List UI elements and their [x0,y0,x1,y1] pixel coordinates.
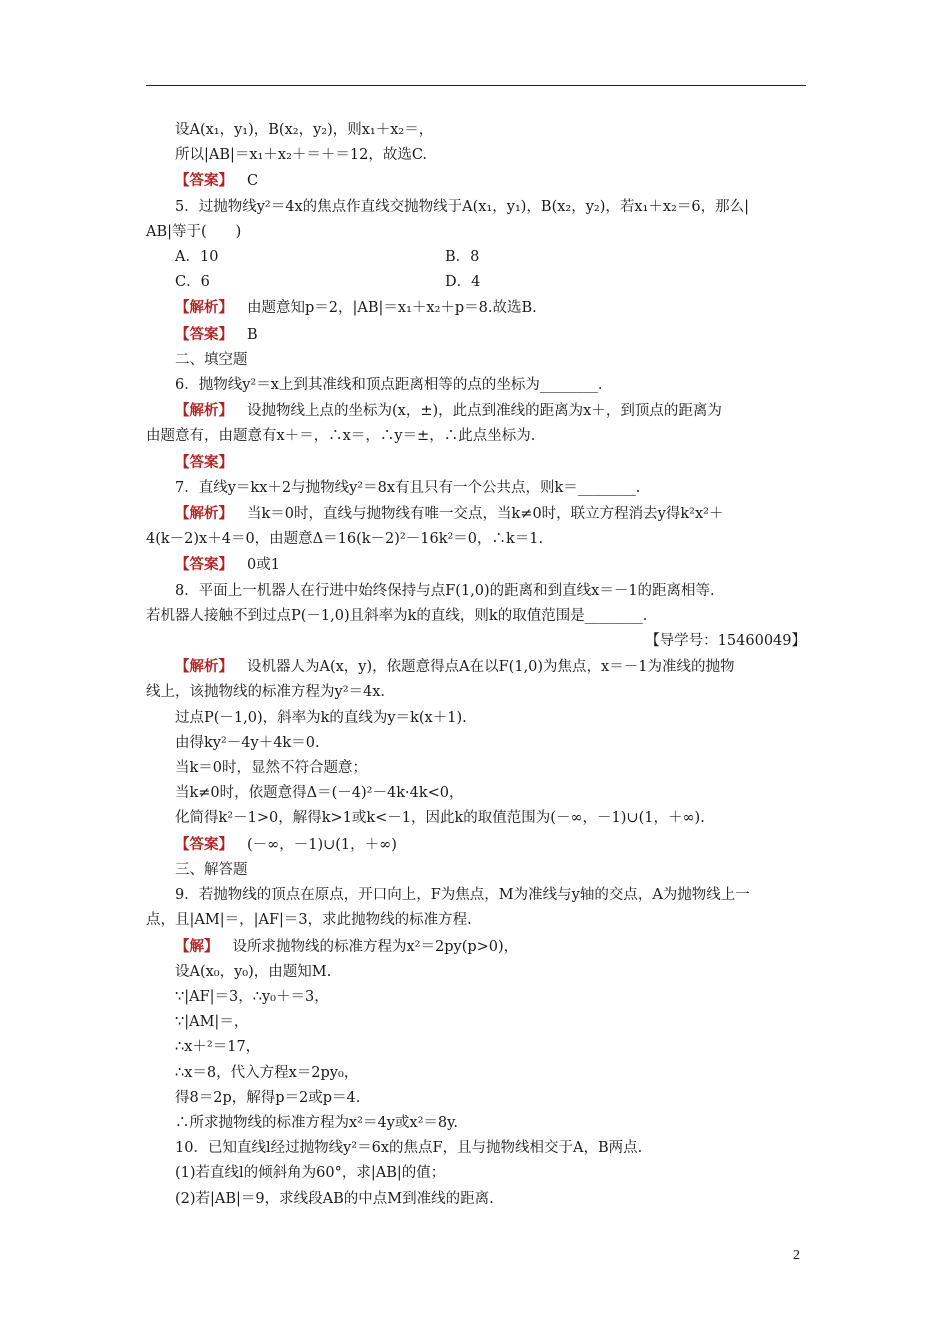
section-heading: 三、解答题 [175,861,248,878]
answer-tag: 【答案】 [175,172,233,190]
header-rule [146,85,806,86]
question-8: 8．平面上一机器人在行进中始终保持与点F(1,0)的距离和到直线x＝－1的距离相等. [175,582,715,599]
option-c: C．6 [175,274,210,291]
answer-line [146,832,806,858]
question-8-cont: 若机器人接触不到过点P(－1,0)且斜率为k的直线，则k的取值范围是________. [146,607,648,624]
answer-line [146,322,806,348]
question-9-cont: 点，且|AM|＝，|AF|＝3，求此抛物线的标准方程. [146,912,472,929]
text-line: 设A(x₁，y₁)，B(x₂，y₂)，则x₁＋x₂＝， [175,122,434,138]
option-a: A．10 [175,249,219,266]
options-row [146,270,806,295]
analysis-cont: 线上，该抛物线的标准方程为y²＝4x. [146,684,386,701]
analysis-tag: 【解析】 [175,505,233,523]
question-9: 9．若抛物线的顶点在原点，开口向上，F为焦点，M为准线与y轴的交点，A为抛物线上一 [175,887,750,904]
option-d: D．4 [445,274,481,291]
analysis-line [146,501,806,527]
section-heading: 二、填空题 [175,351,248,368]
analysis-text: 当k＝0时，直线与抛物线有唯一交点，当k≠0时，联立方程消去y得k²x²＋ [247,506,724,523]
text-line: 设A(x₀，y₀)，由题知M. [175,963,332,980]
analysis-cont: 由题意有，由题意有x＋＝，∴x＝，∴y＝±，∴此点坐标为. [146,428,536,445]
text-line: 所以|AB|＝x₁＋x₂＋＝＋＝12，故选C. [175,147,428,164]
answer-tag: 【答案】 [175,325,233,343]
analysis-tag: 【解析】 [175,299,233,317]
text-line: ∵|AF|＝3，∴y₀＋＝3， [175,988,329,1005]
analysis-text: ，由题意有x＋＝，∴x＝，∴y＝±，∴此点坐标为. [204,428,536,445]
question-5: 5．过抛物线y²＝4x的焦点作直线交抛物线于A(x₁，y₁)，B(x₂，y₂)，若x₁＋x₂＝6，那么| [175,198,749,215]
solution-text: 设所求抛物线的标准方程为x²＝2py(p>0)， [232,938,519,955]
answer-tag: 【答案】 [175,556,233,574]
document-body [146,118,806,1212]
text-line: 化简得k²－1>0，解得k>1或k<－1，因此k的取值范围为(－∞，－1)∪(1，＋∞). [175,810,705,827]
sub-question: (2)若|AB|＝9，求线段AB的中点M到准线的距离. [175,1190,494,1207]
answer-tag: 【答案】 [175,835,233,853]
analysis-line [146,398,806,424]
options-row [146,245,806,270]
text-line: ∴x＋²＝17， [175,1039,261,1056]
answer-line [146,450,806,476]
analysis-tag: 【解析】 [175,658,233,676]
option-b: B．8 [445,249,480,266]
text-line: ∴所求抛物线的标准方程为x²＝4y或x²＝8y. [175,1114,458,1131]
question-7: 7．直线y＝kx＋2与抛物线y²＝8x有且只有一个公共点，则k＝________. [175,479,641,496]
reference-number: 【导学号：15460049】 [645,633,806,650]
analysis-text: 由题意知p＝2，|AB|＝x₁＋x₂＋p＝8.故选B. [247,300,537,317]
analysis-line [146,654,806,680]
question-10: 10．已知直线l经过抛物线y²＝6x的焦点F，且与抛物线相交于A，B两点. [175,1140,643,1157]
text-line: 得8＝2p，解得p＝2或p＝4. [175,1089,361,1106]
answer-value: B [247,326,258,343]
answer-line [146,552,806,578]
text-line: 过点P(－1,0)，斜率为k的直线为y＝k(x＋1). [175,709,467,726]
sub-question: (1)若直线l的倾斜角为60°，求|AB|的值； [175,1165,446,1182]
question-6: 6．抛物线y²＝x上到其准线和顶点距离相等的点的坐标为________. [175,377,603,394]
answer-value: 0或1 [247,557,280,574]
analysis-cont: 4(k－2)x＋4＝0，由题意Δ＝16(k－2)²－16k²＝0，∴k＝1. [146,531,544,548]
analysis-text: 设抛物线上点的坐标为(x，±)，此点到准线的距离为x＋，到顶点的距离为 [247,403,722,420]
text-line: 当k≠0时，依题意得Δ＝(－4)²－4k·4k<0， [175,785,464,802]
text-line: 当k＝0时，显然不符合题意； [175,760,368,777]
text-line: ∵|AM|＝， [175,1014,249,1031]
analysis-tag: 【解析】 [175,402,233,420]
analysis-text: 设机器人为A(x，y)，依题意得点A在以F(1,0)为焦点，x＝－1为准线的抛物 [247,659,735,676]
analysis-line [146,295,806,321]
text-line: ∴x＝8，代入方程x＝2py₀， [175,1064,359,1081]
page-number: 2 [793,1248,800,1263]
answer-tag: 【答案】 [175,453,233,471]
answer-value: C [247,173,259,190]
solution-line [146,934,806,960]
question-5-cont: AB|等于( ) [146,223,242,240]
text-line: 由得ky²－4y＋4k＝0. [175,734,320,751]
answer-value: (－∞，－1)∪(1，＋∞) [247,836,397,853]
answer-line [146,168,806,194]
solution-tag: 【解】 [175,937,219,955]
